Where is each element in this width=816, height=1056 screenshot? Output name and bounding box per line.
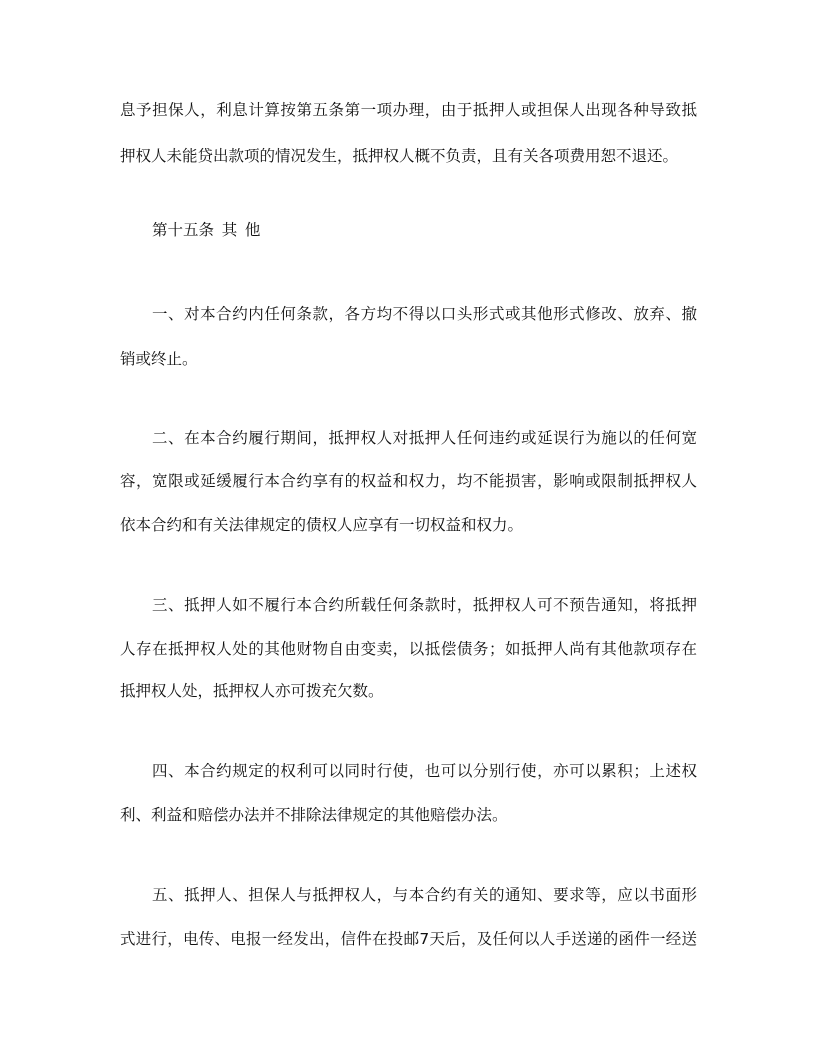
- clause-five-line-2: 式进行，电传、电报一经发出，信件在投邮7天后，及任何以人手送递的函件一经送: [120, 930, 697, 948]
- clause-three-line-1: 三、抵押人如不履行本合约所载任何条款时，抵押权人可不预告通知，将抵押: [152, 596, 697, 614]
- section-heading: 第十五条 其 他: [152, 221, 261, 239]
- clause-four-line-2: 利、利益和赔偿办法并不排除法律规定的其他赔偿办法。: [120, 806, 508, 824]
- continuation-paragraph-line-1: 息予担保人，利息计算按第五条第一项办理，由于抵押人或担保人出现各种导致抵: [120, 101, 697, 119]
- clause-five-line-1: 五、抵押人、担保人与抵押权人，与本合约有关的通知、要求等，应以书面形: [152, 886, 697, 904]
- clause-two-line-1: 二、在本合约履行期间，抵押权人对抵押人任何违约或延误行为施以的任何宽: [152, 429, 697, 447]
- clause-four-line-1: 四、本合约规定的权利可以同时行使，也可以分别行使，亦可以累积；上述权: [152, 762, 697, 780]
- clause-one-line-1: 一、对本合约内任何条款，各方均不得以口头形式或其他形式修改、放弃、撤: [152, 305, 697, 323]
- continuation-paragraph-line-2: 押权人未能贷出款项的情况发生，抵押权人概不负责，且有关各项费用恕不退还。: [120, 147, 679, 165]
- clause-two-line-3: 依本合约和有关法律规定的债权人应享有一切权益和权力。: [120, 516, 524, 534]
- clause-one-line-2: 销或终止。: [120, 350, 198, 368]
- clause-three-line-3: 抵押权人处，抵押权人亦可拨充欠数。: [120, 682, 384, 700]
- clause-two-line-2: 容，宽限或延缓履行本合约享有的权益和权力，均不能损害，影响或限制抵押权人: [120, 472, 697, 490]
- clause-three-line-2: 人存在抵押权人处的其他财物自由变卖，以抵偿债务；如抵押人尚有其他款项存在: [120, 640, 697, 658]
